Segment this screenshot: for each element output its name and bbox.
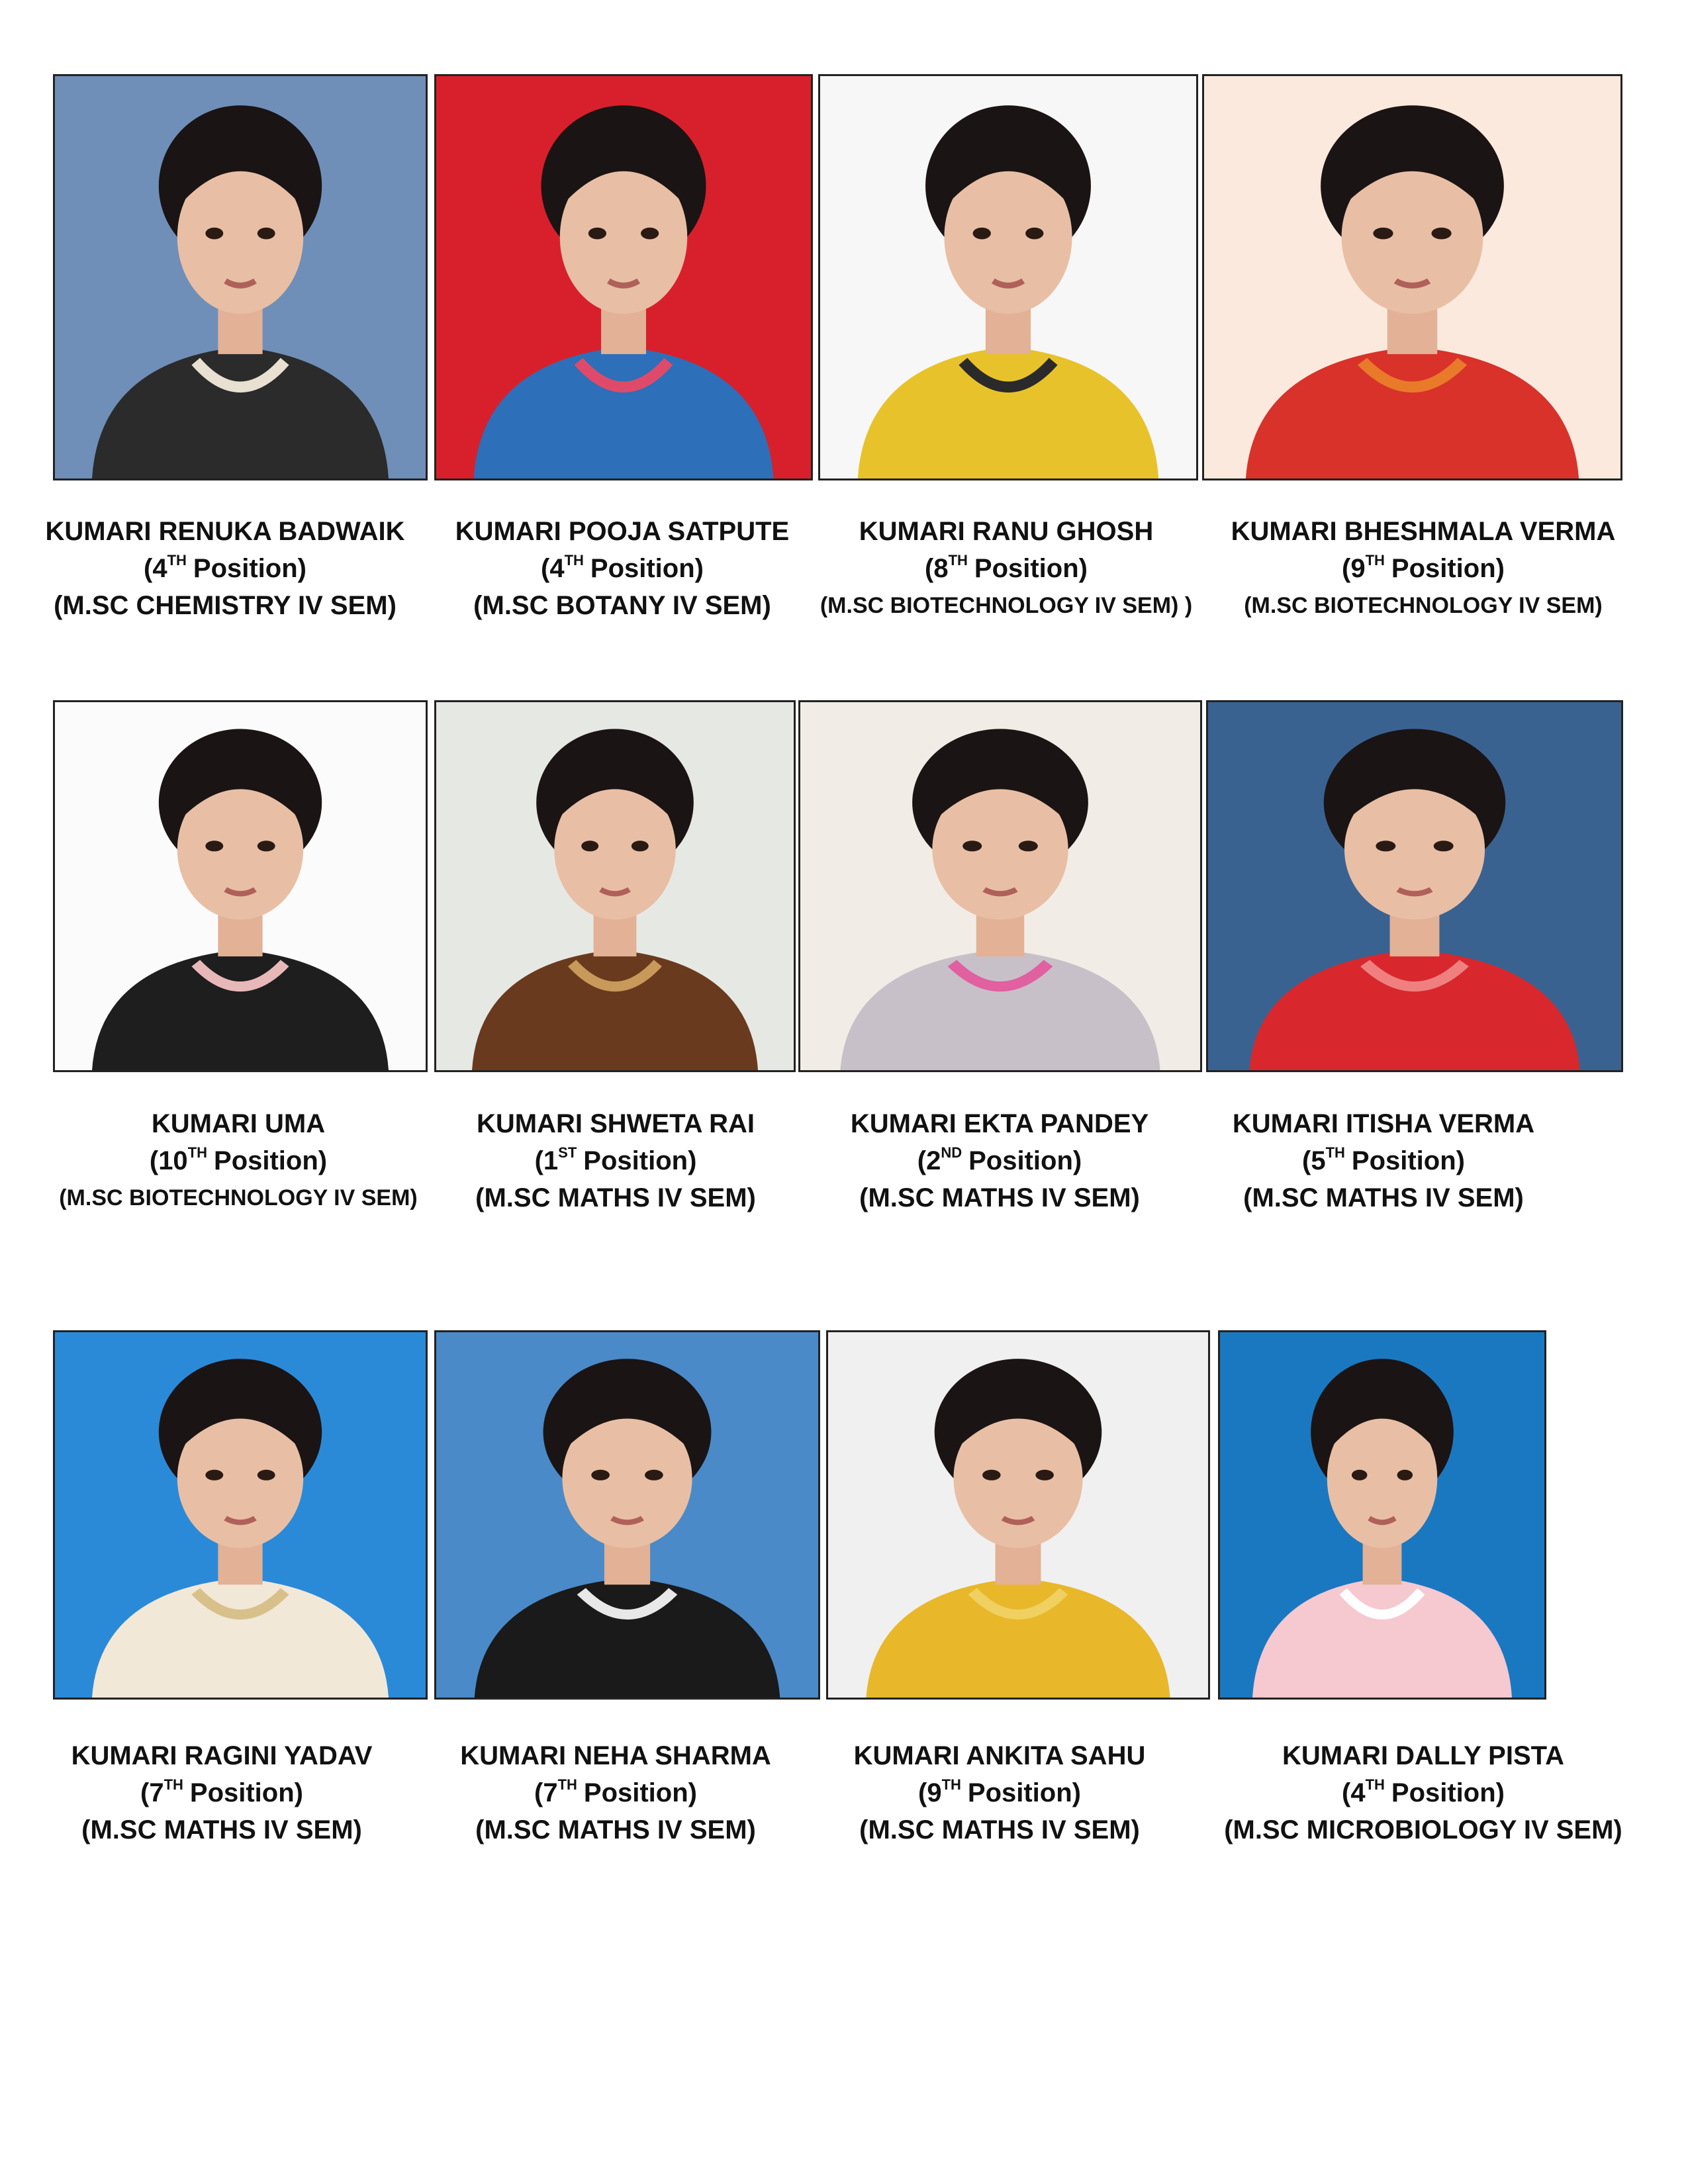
position-suffix: TH bbox=[164, 1776, 183, 1793]
student-position: (8TH Position) bbox=[924, 552, 1088, 583]
position-word: Position bbox=[214, 1146, 318, 1175]
position-word: Position bbox=[968, 1146, 1073, 1175]
student-position: (10TH Position) bbox=[149, 1144, 328, 1175]
position-word: Position bbox=[583, 1778, 688, 1807]
position-number: 4 bbox=[1350, 1778, 1366, 1807]
position-suffix: TH bbox=[1365, 1776, 1385, 1793]
position-word: Position bbox=[1391, 1778, 1496, 1807]
student-position: (4TH Position) bbox=[540, 552, 704, 583]
position-number: 1 bbox=[543, 1146, 559, 1175]
student-course: (M.SC BOTANY IV SEM) bbox=[473, 591, 771, 620]
student-course: (M.SC MICROBIOLOGY IV SEM) bbox=[1224, 1815, 1622, 1844]
student-photo bbox=[53, 1330, 428, 1700]
student-position: (2ND Position) bbox=[917, 1144, 1082, 1175]
student-name: KUMARI POOJA SATPUTE bbox=[455, 517, 790, 546]
position-word: Position bbox=[193, 554, 298, 583]
position-suffix: TH bbox=[557, 1776, 577, 1793]
student-course: (M.SC CHEMISTRY IV SEM) bbox=[54, 591, 397, 620]
student-caption bbox=[437, 1105, 794, 1216]
student-course: (M.SC MATHS IV SEM) bbox=[859, 1183, 1140, 1212]
position-word: Position bbox=[1351, 1146, 1456, 1175]
position-suffix: TH bbox=[941, 1776, 961, 1793]
student-name: KUMARI EKTA PANDEY bbox=[850, 1109, 1149, 1138]
position-suffix: TH bbox=[948, 552, 968, 569]
student-photo bbox=[434, 1330, 820, 1700]
student-caption bbox=[40, 513, 410, 624]
student-caption bbox=[794, 1105, 1205, 1216]
student-name: KUMARI RENUKA BADWAIK bbox=[45, 517, 405, 546]
student-course: (M.SC MATHS IV SEM) bbox=[81, 1815, 362, 1844]
student-photo bbox=[798, 700, 1202, 1072]
student-caption bbox=[821, 1737, 1178, 1848]
position-number: 4 bbox=[152, 554, 167, 583]
position-suffix: TH bbox=[564, 552, 584, 569]
position-number: 8 bbox=[933, 554, 949, 583]
position-number: 5 bbox=[1311, 1146, 1326, 1175]
student-photo bbox=[1218, 1330, 1546, 1700]
position-number: 9 bbox=[927, 1778, 942, 1807]
student-caption bbox=[1211, 513, 1635, 624]
student-caption bbox=[40, 1737, 404, 1848]
student-position: (7TH Position) bbox=[534, 1776, 697, 1807]
position-word: Position bbox=[189, 1778, 295, 1807]
position-word: Position bbox=[974, 554, 1079, 583]
student-course: (M.SC BIOTECHNOLOGY IV SEM) ) bbox=[820, 593, 1193, 618]
position-number: 7 bbox=[149, 1778, 164, 1807]
student-course: (M.SC MATHS IV SEM) bbox=[475, 1815, 756, 1844]
student-position: (5TH Position) bbox=[1301, 1144, 1465, 1175]
student-name: KUMARI RAGINI YADAV bbox=[71, 1741, 373, 1770]
student-course: (M.SC MATHS IV SEM) bbox=[1243, 1183, 1524, 1212]
position-number: 10 bbox=[158, 1146, 188, 1175]
student-photo bbox=[1202, 74, 1622, 480]
student-name: KUMARI ITISHA VERMA bbox=[1232, 1109, 1535, 1138]
position-suffix: ST bbox=[558, 1144, 577, 1161]
student-photo bbox=[434, 74, 813, 480]
student-position: (4TH Position) bbox=[1341, 1776, 1505, 1807]
student-position: (1ST Position) bbox=[534, 1144, 697, 1175]
student-position: (9TH Position) bbox=[1341, 552, 1505, 583]
position-suffix: ND bbox=[941, 1144, 962, 1161]
student-course: (M.SC MATHS IV SEM) bbox=[859, 1815, 1140, 1844]
student-caption bbox=[437, 513, 808, 624]
student-name: KUMARI UMA bbox=[151, 1109, 326, 1138]
student-caption bbox=[40, 1105, 437, 1216]
student-caption bbox=[794, 513, 1218, 624]
student-photo bbox=[826, 1330, 1210, 1700]
position-suffix: TH bbox=[167, 552, 187, 569]
student-caption bbox=[1211, 1737, 1635, 1848]
student-photo bbox=[434, 700, 796, 1072]
student-course: (M.SC BIOTECHNOLOGY IV SEM) bbox=[59, 1185, 418, 1210]
student-photo bbox=[53, 74, 428, 480]
student-name: KUMARI NEHA SHARMA bbox=[460, 1741, 771, 1770]
student-name: KUMARI ANKITA SAHU bbox=[853, 1741, 1146, 1770]
student-caption bbox=[1205, 1105, 1562, 1216]
student-photo bbox=[818, 74, 1198, 480]
position-number: 7 bbox=[543, 1778, 558, 1807]
position-word: Position bbox=[967, 1778, 1072, 1807]
student-caption bbox=[437, 1737, 794, 1848]
student-name: KUMARI BHESHMALA VERMA bbox=[1231, 517, 1616, 546]
student-name: KUMARI SHWETA RAI bbox=[477, 1109, 755, 1138]
position-word: Position bbox=[1391, 554, 1496, 583]
position-number: 9 bbox=[1350, 554, 1366, 583]
position-number: 4 bbox=[549, 554, 565, 583]
position-suffix: TH bbox=[187, 1144, 208, 1161]
student-name: KUMARI DALLY PISTA bbox=[1282, 1741, 1564, 1770]
student-photo bbox=[53, 700, 428, 1072]
student-photo bbox=[1206, 700, 1623, 1072]
student-position: (4TH Position) bbox=[143, 552, 306, 583]
student-name: KUMARI RANU GHOSH bbox=[859, 517, 1154, 546]
student-course: (M.SC MATHS IV SEM) bbox=[475, 1183, 756, 1212]
student-position: (7TH Position) bbox=[140, 1776, 303, 1807]
student-course: (M.SC BIOTECHNOLOGY IV SEM) bbox=[1244, 593, 1603, 618]
position-word: Position bbox=[583, 1146, 688, 1175]
position-suffix: TH bbox=[1365, 552, 1385, 569]
position-number: 2 bbox=[926, 1146, 941, 1175]
student-position: (9TH Position) bbox=[917, 1776, 1081, 1807]
position-word: Position bbox=[590, 554, 695, 583]
position-suffix: TH bbox=[1325, 1144, 1345, 1161]
